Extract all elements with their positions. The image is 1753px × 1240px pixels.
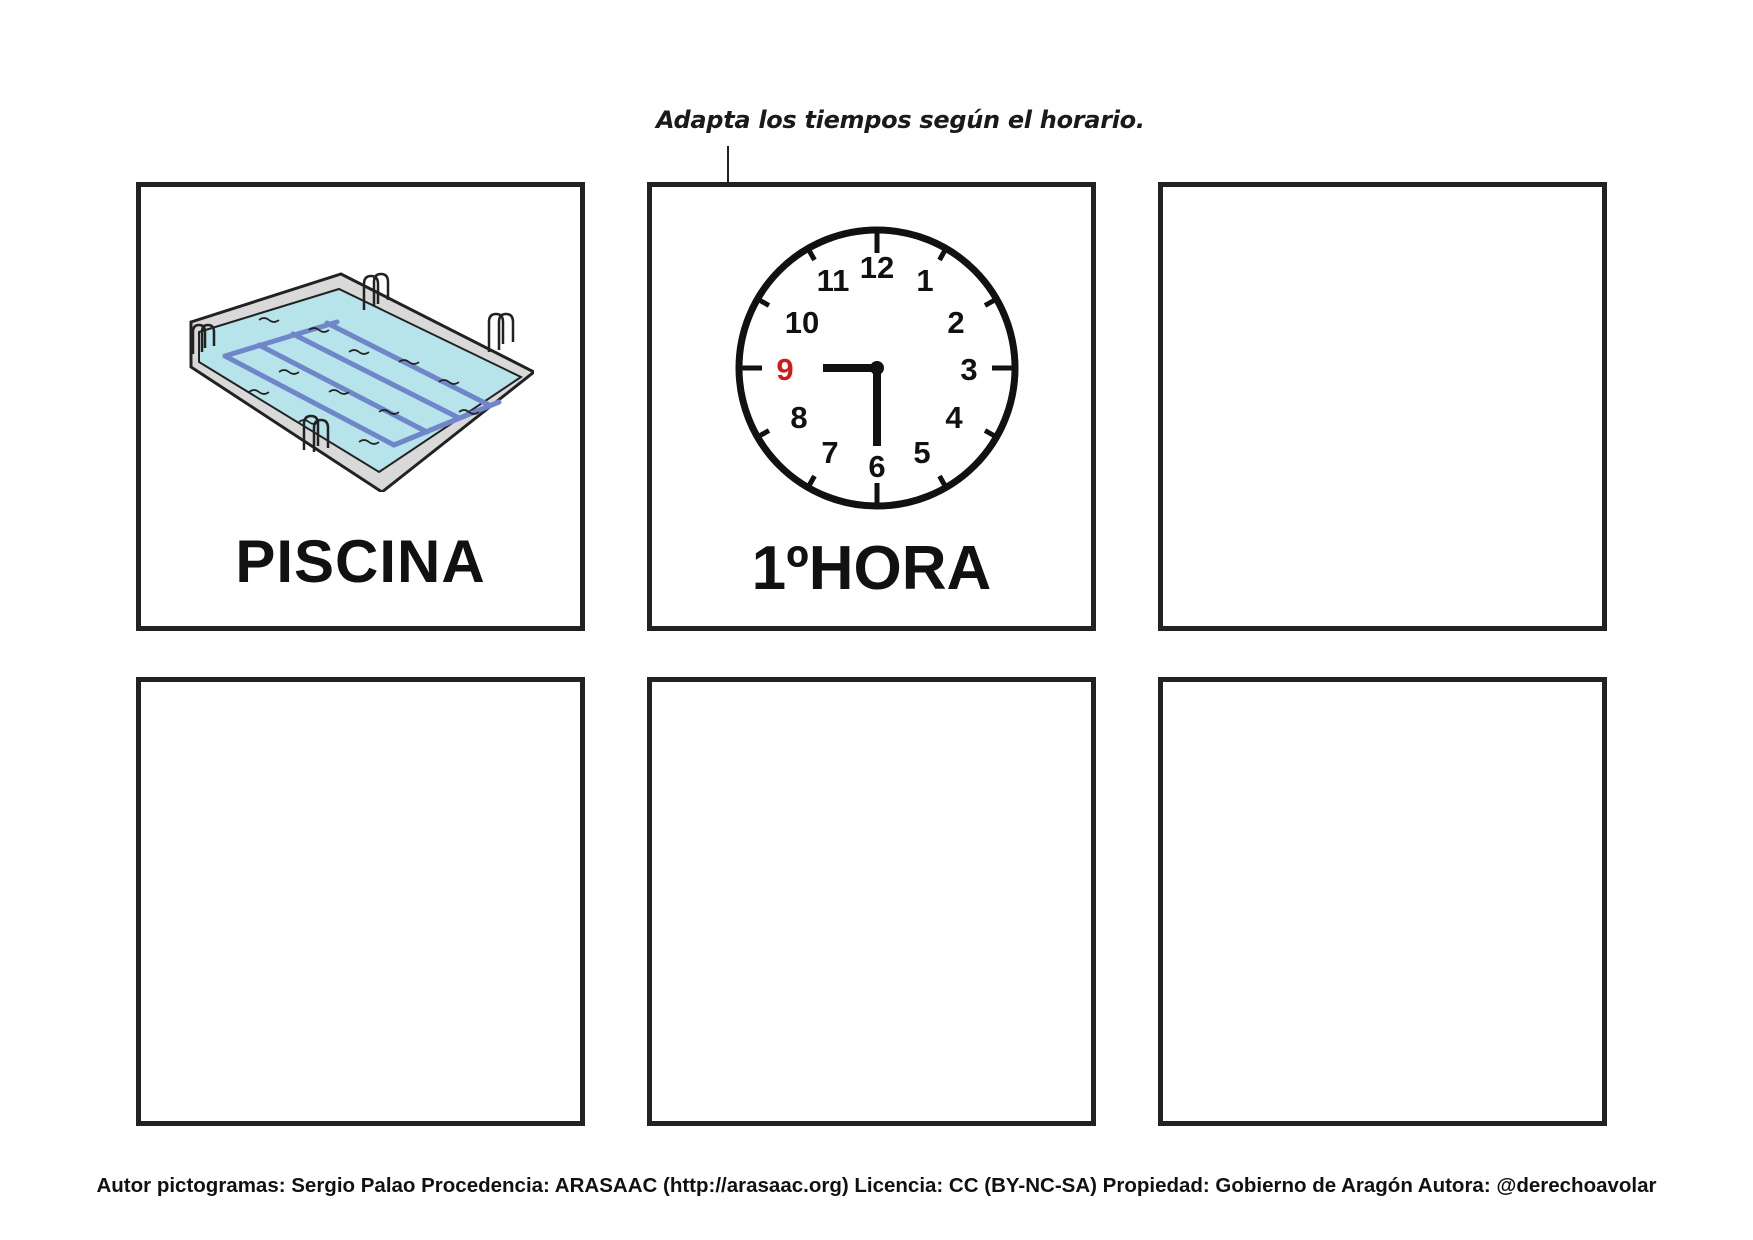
empty-card[interactable] bbox=[1158, 182, 1607, 631]
clock-number-11: 11 bbox=[816, 263, 850, 298]
swimming-pool-icon bbox=[189, 272, 534, 492]
clock-number-3: 3 bbox=[960, 352, 978, 387]
empty-card[interactable] bbox=[136, 677, 585, 1126]
empty-card[interactable] bbox=[1158, 677, 1607, 1126]
clock-number-2: 2 bbox=[947, 305, 965, 340]
card-label: 1ºHORA bbox=[751, 534, 992, 603]
card-piscina[interactable] bbox=[136, 182, 585, 631]
empty-card[interactable] bbox=[647, 677, 1096, 1126]
instruction-note: Adapta los tiempos según el horario. bbox=[656, 106, 1145, 134]
clock-icon bbox=[732, 223, 1022, 513]
clock-number-12: 12 bbox=[859, 250, 895, 285]
clock-number-10: 10 bbox=[784, 305, 820, 340]
clock-number-1: 1 bbox=[916, 263, 934, 298]
credits-footer: Autor pictogramas: Sergio Palao Procedencia: ARASAAC (http://arasaac.org) Licencia: CC (BY-NC-SA) Propiedad: Gobierno de Aragón Autora: @derechoavolar bbox=[96, 1174, 1657, 1197]
clock-number-9: 9 bbox=[776, 352, 794, 387]
card-hora[interactable] bbox=[647, 182, 1096, 631]
clock-number-7: 7 bbox=[821, 435, 839, 470]
clock-number-8: 8 bbox=[790, 400, 808, 435]
clock-number-5: 5 bbox=[913, 435, 931, 470]
clock-number-4: 4 bbox=[945, 400, 963, 435]
card-label: PISCINA bbox=[235, 528, 486, 595]
clock-number-6: 6 bbox=[868, 449, 886, 484]
